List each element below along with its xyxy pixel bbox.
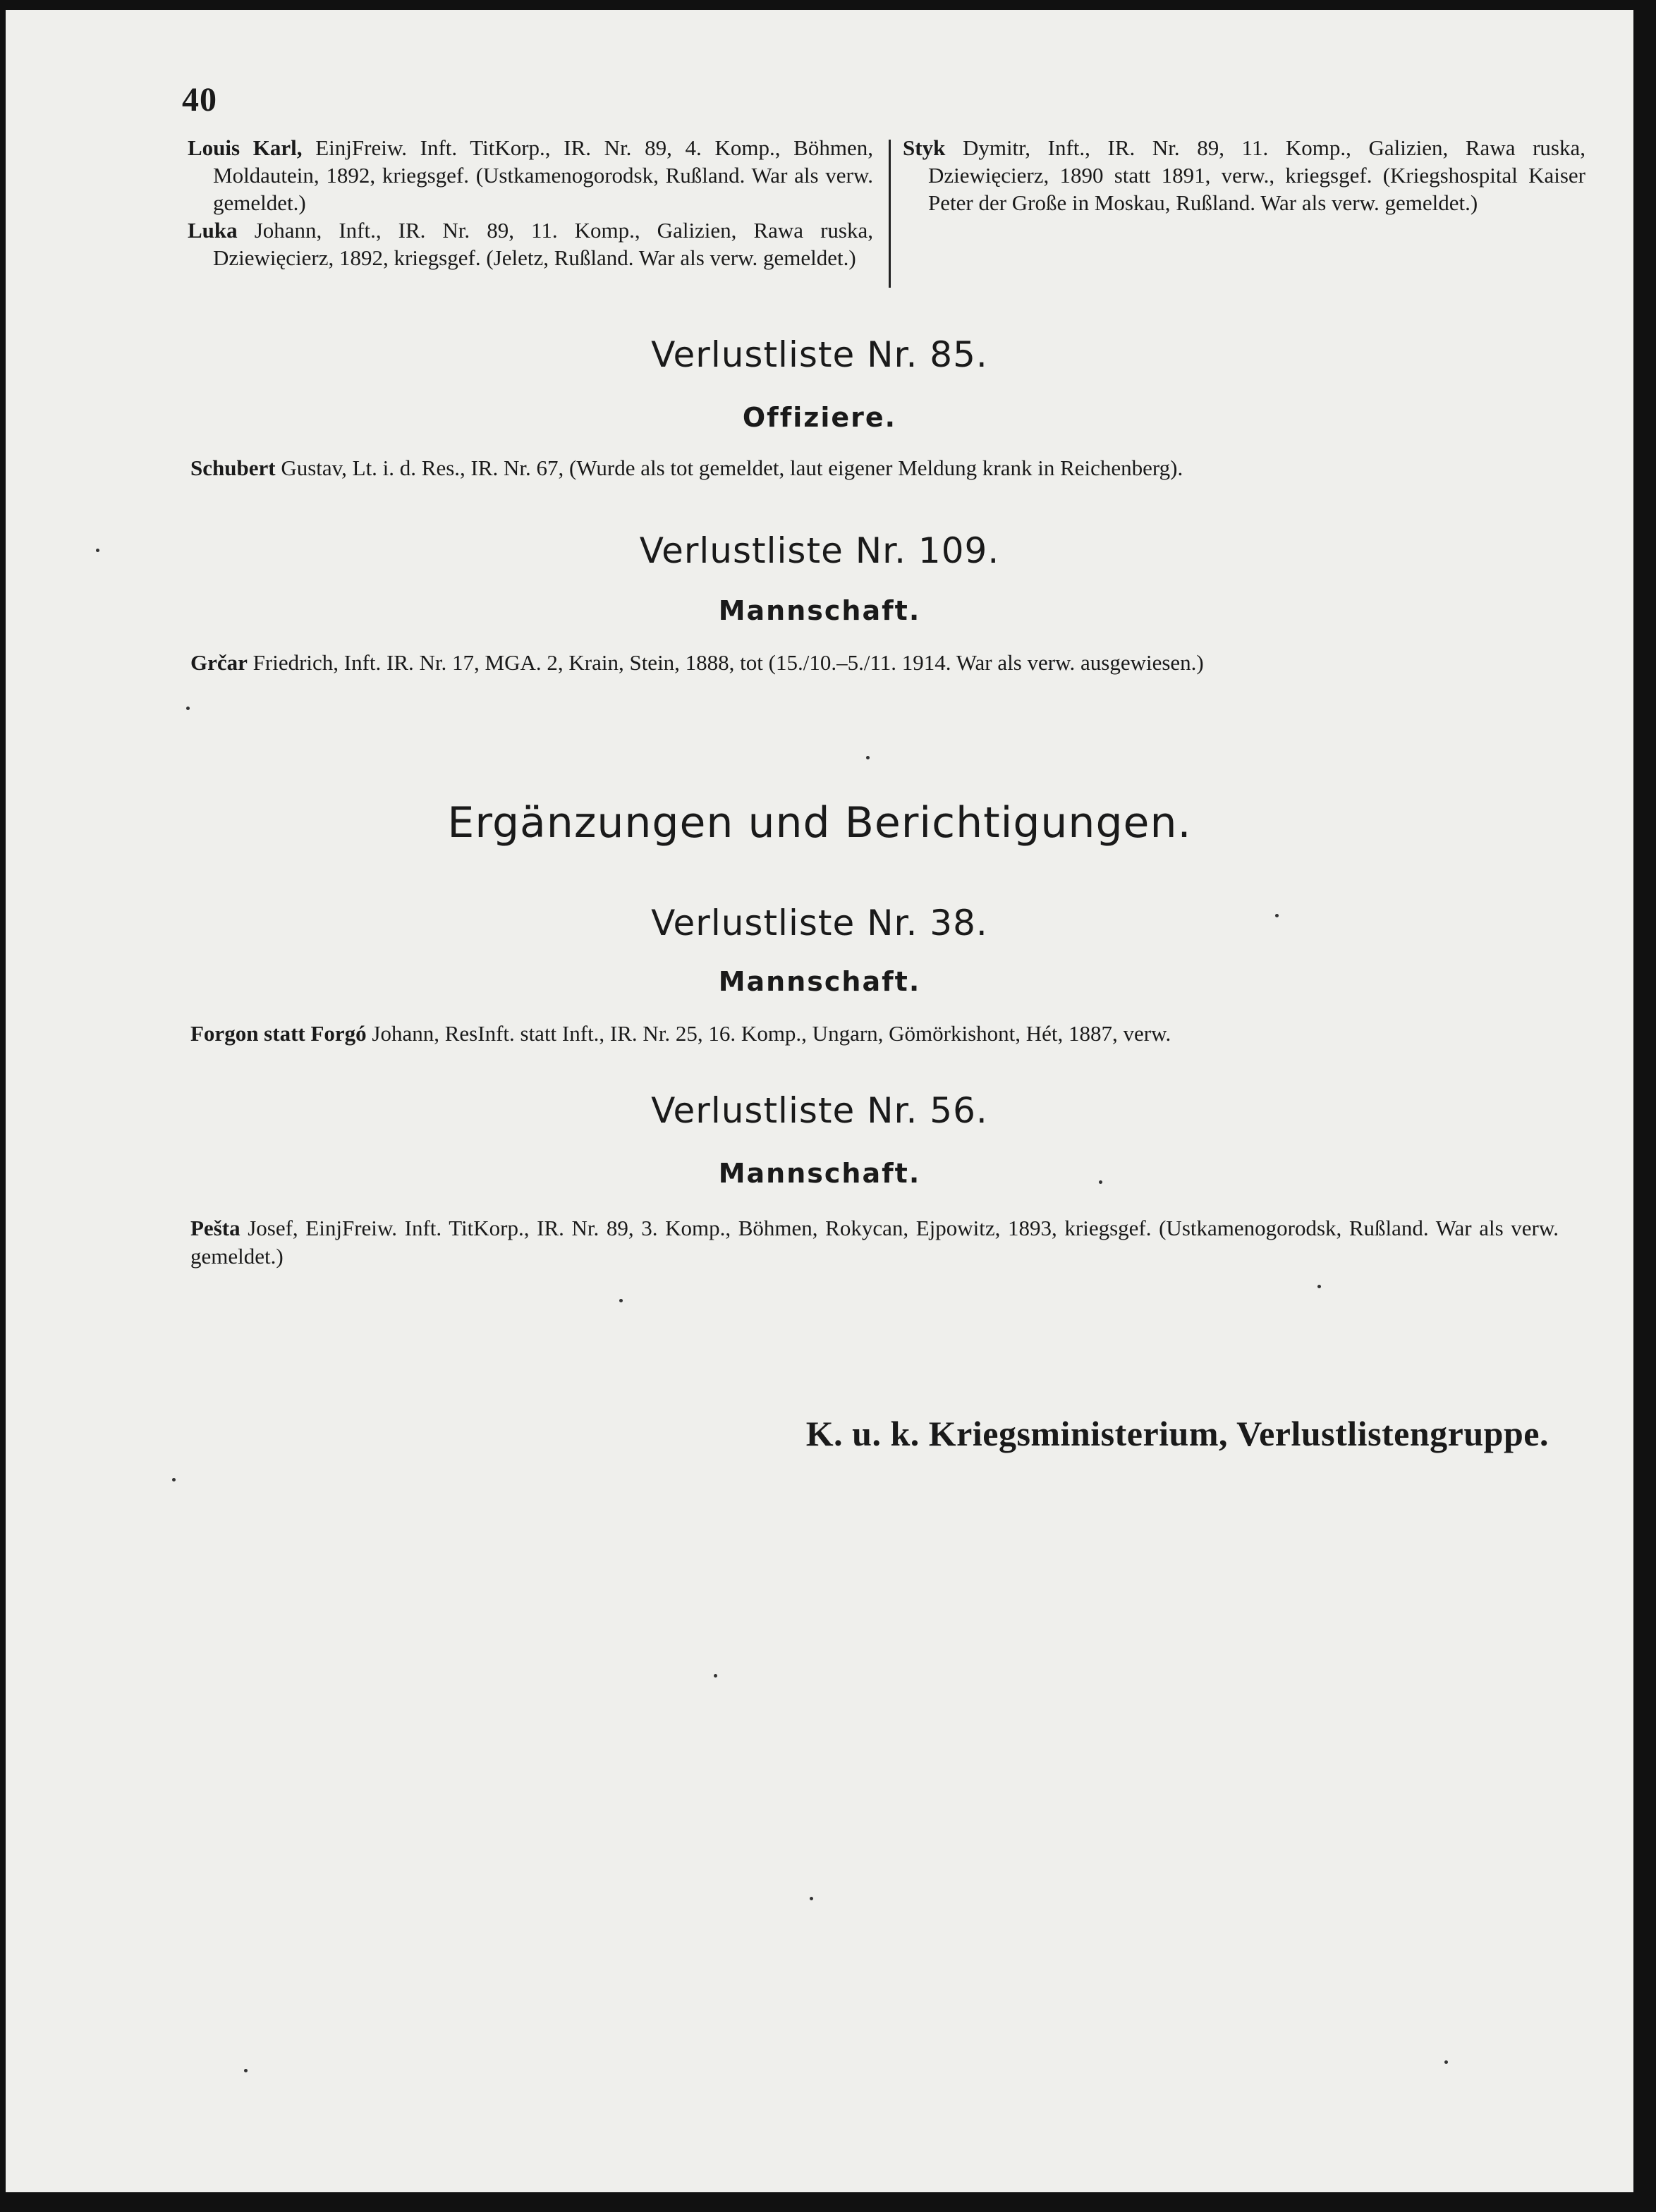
entry-text: EinjFreiw. Inft. TitKorp., IR. Nr. 89, 4. Komp., Böhmen, Moldautein, 1892, kriegsgef. (Ustkamenogorodsk, Rußland. War als verw. gemeldet.) <box>213 135 873 215</box>
signature: K. u. k. Kriegsministerium, Verlustlistengruppe. <box>805 1414 1549 1453</box>
left-column <box>188 134 873 271</box>
entry-text: Johann, ResInft. statt Inft., IR. Nr. 25, 16. Komp., Ungarn, Gömörkishont, Hét, 1887, verw. <box>366 1021 1171 1046</box>
section-subtitle-85: Offiziere. <box>742 402 897 433</box>
entry-text: Gustav, Lt. i. d. Res., IR. Nr. 67, (Wurde als tot gemeldet, laut eigener Meldung krank in Reichenberg). <box>275 456 1183 480</box>
section-subtitle-56: Mannschaft. <box>718 1158 921 1189</box>
corrections-title: Ergänzungen und Berichtigungen. <box>447 798 1192 848</box>
section-subtitle-38: Mannschaft. <box>718 966 921 997</box>
scan-speck <box>172 1478 176 1481</box>
list-item <box>190 1020 1559 1048</box>
section-title-38: Verlustliste Nr. 38. <box>651 903 988 943</box>
list-item <box>903 134 1585 216</box>
entry-text: Josef, EinjFreiw. Inft. TitKorp., IR. Nr. 89, 3. Komp., Böhmen, Rokycan, Ejpowitz, 1893, kriegsgef. (Ustkamenogorodsk, Rußland. War als verw. gemeldet.) <box>190 1216 1559 1269</box>
scan-speck <box>96 549 99 552</box>
scan-speck <box>1099 1180 1102 1184</box>
scan-speck <box>1275 914 1279 917</box>
page-number: 40 <box>182 81 217 118</box>
document-page <box>6 10 1633 2192</box>
list-item <box>188 216 873 271</box>
right-column <box>903 134 1585 216</box>
entry-name: Louis Karl, <box>188 135 303 160</box>
scan-speck <box>186 707 190 710</box>
scan-speck <box>1444 2060 1448 2064</box>
entry-name: Forgon statt Forgó <box>190 1021 367 1046</box>
entry-text: Friedrich, Inft. IR. Nr. 17, MGA. 2, Krain, Stein, 1888, tot (15./10.–5./11. 1914. War als verw. ausgewiesen.) <box>247 650 1204 675</box>
entry-name: Schubert <box>190 456 276 480</box>
entry-text: Johann, Inft., IR. Nr. 89, 11. Komp., Galizien, Rawa ruska, Dziewięcierz, 1892, kriegsgef. (Jeletz, Rußland. War als verw. gemeldet.) <box>213 218 873 270</box>
entry-name: Styk <box>903 135 946 160</box>
scan-speck <box>1317 1285 1321 1288</box>
section-title-85: Verlustliste Nr. 85. <box>651 334 988 375</box>
section-title-56: Verlustliste Nr. 56. <box>651 1090 988 1131</box>
section-title-109: Verlustliste Nr. 109. <box>639 530 1000 571</box>
scan-speck <box>810 1897 813 1900</box>
entry-name: Luka <box>188 218 238 243</box>
entry-text: Dymitr, Inft., IR. Nr. 89, 11. Komp., Galizien, Rawa ruska, Dziewięcierz, 1890 statt 1891, verw., kriegsgef. (Kriegshospital Kaiser Peter der Große in Moskau, Rußland. War als verw. gemeldet.) <box>928 135 1585 215</box>
scan-speck <box>714 1674 717 1678</box>
entry-name: Pešta <box>190 1216 241 1240</box>
entry-name: Grčar <box>190 650 248 675</box>
list-item <box>190 454 1559 482</box>
scan-speck <box>866 756 870 759</box>
scan-speck <box>619 1299 623 1302</box>
list-item <box>190 1214 1559 1271</box>
section-subtitle-109: Mannschaft. <box>718 595 921 626</box>
list-item <box>190 649 1559 677</box>
list-item <box>188 134 873 216</box>
scan-speck <box>244 2069 248 2072</box>
column-divider <box>889 140 891 288</box>
